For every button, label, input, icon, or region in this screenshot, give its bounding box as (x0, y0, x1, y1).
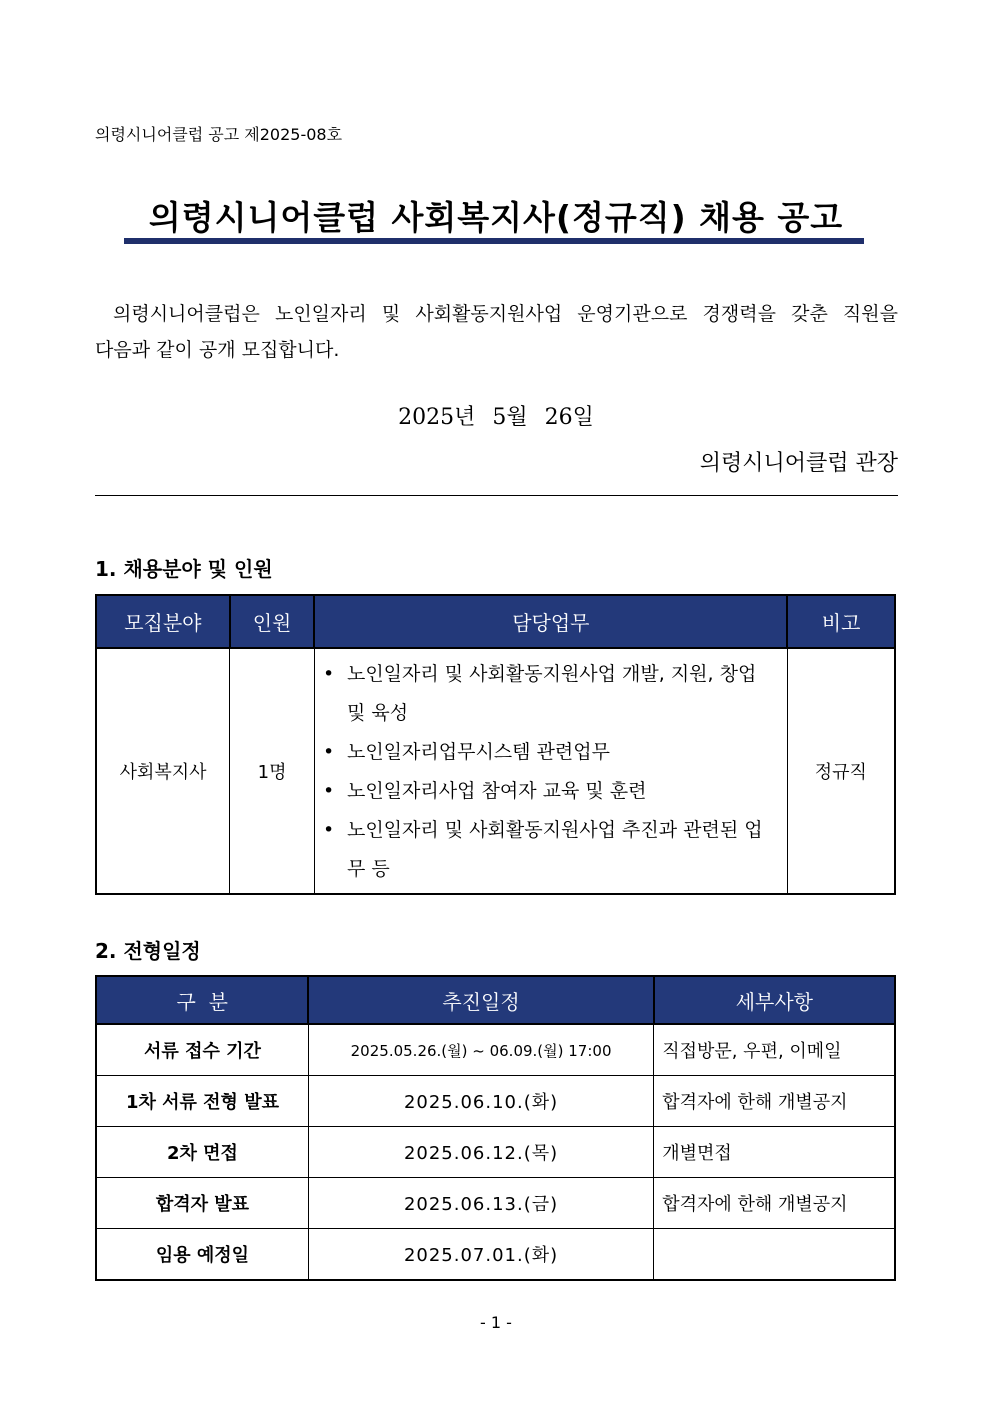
intro-paragraph (95, 296, 898, 368)
cell-category: 서류 접수 기간 (96, 1024, 308, 1076)
table-row (96, 1178, 895, 1229)
cell-detail: 합격자에 한해 개별공지 (654, 1178, 895, 1229)
intro-line-1: 의령시니어클럽은 노인일자리 및 사회활동지원사업 운영기관으로 경쟁력을 갖춘 직원을 (113, 303, 898, 325)
duty-item: • 노인일자리사업 참여자 교육 및 훈련 (323, 772, 779, 811)
announcement-date: 2025년 5월 26일 (398, 405, 594, 430)
divider (95, 495, 898, 496)
header-note: 비고 (787, 595, 895, 648)
notice-number: 의령시니어클럽 공고 제2025-08호 (95, 125, 343, 144)
cell-detail: 합격자에 한해 개별공지 (654, 1076, 895, 1127)
duty-item: • 노인일자리 및 사회활동지원사업 추진과 관련된 업무 등 (323, 811, 779, 889)
cell-duties (314, 648, 787, 894)
intro-line-2: 다음과 같이 공개 모집합니다. (95, 339, 340, 361)
cell-schedule: 2025.07.01.(화) (308, 1229, 653, 1281)
title-underline (124, 238, 864, 244)
cell-count: 1명 (230, 648, 315, 894)
table-row (96, 1024, 895, 1076)
cell-note: 정규직 (787, 648, 895, 894)
section-title-recruitment: 1. 채용분야 및 인원 (95, 557, 273, 581)
cell-detail: 개별면접 (654, 1127, 895, 1178)
cell-schedule: 2025.05.26.(월) ~ 06.09.(월) 17:00 (308, 1024, 653, 1076)
header-category: 구 분 (96, 976, 308, 1024)
cell-category: 임용 예정일 (96, 1229, 308, 1281)
schedule-table (95, 975, 896, 1281)
header-schedule: 추진일정 (308, 976, 653, 1024)
duty-item: • 노인일자리업무시스템 관련업무 (323, 733, 779, 772)
bullet-icon: • (322, 741, 335, 763)
signer: 의령시니어클럽 관장 (699, 451, 898, 476)
page-title: 의령시니어클럽 사회복지사(정규직) 채용 공고 (148, 198, 844, 237)
bullet-icon: • (322, 819, 335, 841)
cell-category: 2차 면접 (96, 1127, 308, 1178)
cell-category: 합격자 발표 (96, 1178, 308, 1229)
header-detail: 세부사항 (654, 976, 895, 1024)
table-row (96, 1076, 895, 1127)
table-row (96, 1229, 895, 1281)
page-number: - 1 - (480, 1313, 512, 1332)
header-count: 인원 (230, 595, 315, 648)
section-title-schedule: 2. 전형일정 (95, 939, 201, 963)
header-field: 모집분야 (96, 595, 230, 648)
header-duties: 담당업무 (314, 595, 787, 648)
duty-item: • 노인일자리 및 사회활동지원사업 개발, 지원, 창업 및 육성 (323, 655, 779, 733)
cell-category: 1차 서류 전형 발표 (96, 1076, 308, 1127)
bullet-icon: • (322, 780, 335, 802)
cell-detail: 직접방문, 우편, 이메일 (654, 1024, 895, 1076)
table-row (96, 1127, 895, 1178)
recruitment-table (95, 594, 896, 895)
cell-schedule: 2025.06.13.(금) (308, 1178, 653, 1229)
cell-field: 사회복지사 (96, 648, 230, 894)
cell-schedule: 2025.06.12.(목) (308, 1127, 653, 1178)
bullet-icon: • (322, 663, 335, 685)
cell-detail (654, 1229, 895, 1281)
cell-schedule: 2025.06.10.(화) (308, 1076, 653, 1127)
